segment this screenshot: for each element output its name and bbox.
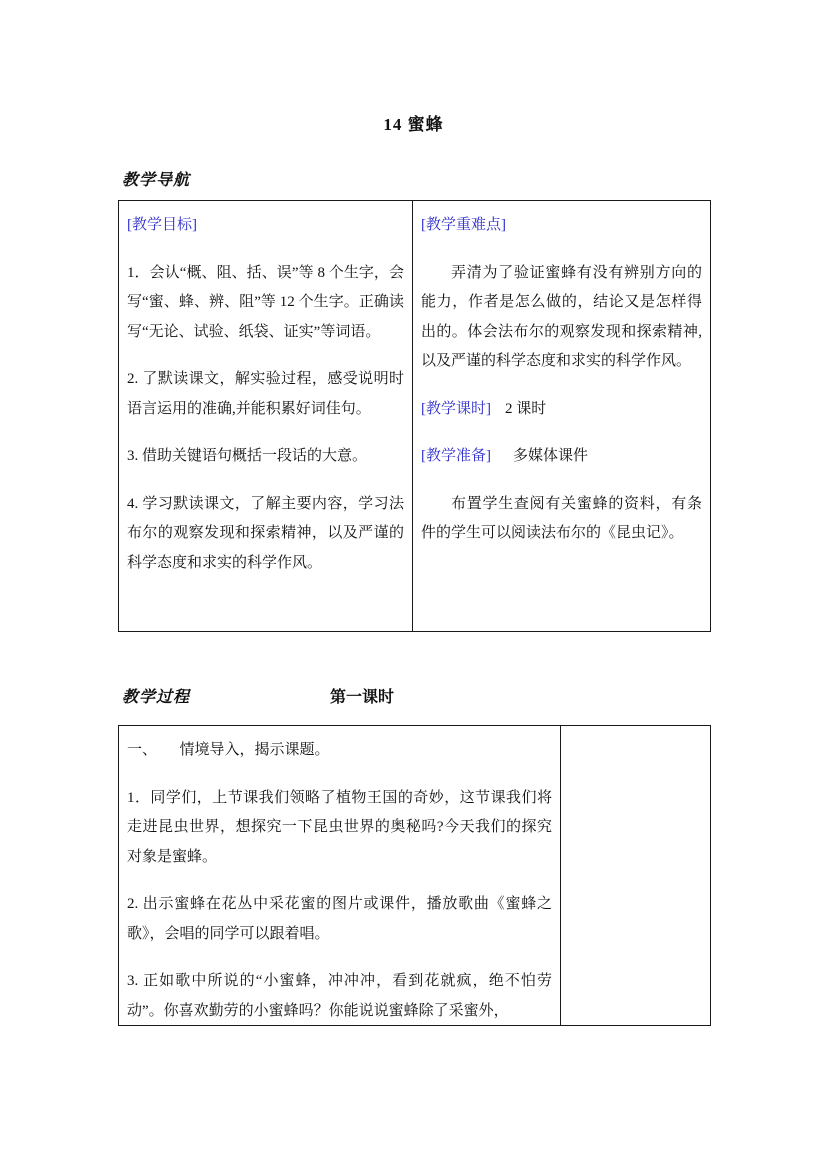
process-item-3: 3. 正如歌中所说的“小蜜蜂，冲冲冲，看到花就疯，绝不怕劳动”。你喜欢勤劳的小蜜蜂吗？你能说说蜜蜂除了采蜜外， [127,973,552,1019]
hours-label: [教学课时] [421,400,491,417]
objective-item-1: 1．会认“概、阻、括、误”等 8 个生字，会写“蜜、蜂、辨、阻”等 12 个生字。正确读写“无论、试验、纸袋、证实”等词语。 [127,264,404,340]
prep-row [421,442,702,472]
process-heading-row [122,684,710,708]
key-points-cell [413,201,710,631]
process-table [118,725,711,1026]
objective-item-2: 2. 了默读课文，解实验过程，感受说明时语言运用的准确,并能积累好词佳句。 [127,371,404,417]
objectives-label: [教学目标] [127,217,197,233]
process-steps-cell [119,726,561,1025]
process-item-1: 1．同学们，上节课我们领略了植物王国的奇妙，这节课我们将走进昆虫世界，想探究一下昆虫世界的奥秘吗?今天我们的探究对象是蜜蜂。 [127,789,552,865]
objective-item-4: 4. 学习默读课文，了解主要内容，学习法布尔的观察发现和探索精神，以及严谨的科学态度和求实的科学作风。 [127,495,404,571]
hours-value: 2 课时 [505,400,547,417]
prep-label: [教学准备] [421,448,491,464]
process-item-2: 2. 出示蜜蜂在花丛中采花蜜的图片或课件，播放歌曲《蜜蜂之歌》，会唱的同学可以跟着唱。 [127,896,552,942]
hours-row [421,395,702,425]
nav-heading: 教学导航 [122,172,191,189]
page-title: 14 蜜蜂 [383,115,444,134]
process-section-heading: 一、 情境导入，揭示课题。 [127,742,330,758]
objective-item-3: 3. 借助关键语句概括一段话的大意。 [127,448,368,464]
objectives-cell [119,201,413,631]
prep-value: 多媒体课件 [513,448,589,464]
key-points-label: [教学重难点] [421,217,506,233]
session-heading: 第一课时 [330,689,395,706]
key-points-text: 弄清为了验证蜜蜂有没有辨别方向的能力，作者是怎么做的，结论又是怎样得出的。体会法布尔的观察发现和探索精神,以及严谨的科学态度和求实的科学作风。 [421,264,702,369]
process-notes-cell [561,726,710,1025]
process-heading: 教学过程 [122,689,191,706]
guide-table [118,200,711,632]
prep-text: 布置学生查阅有关蜜蜂的资料，有条件的学生可以阅读法布尔的《昆虫记》。 [421,495,702,541]
